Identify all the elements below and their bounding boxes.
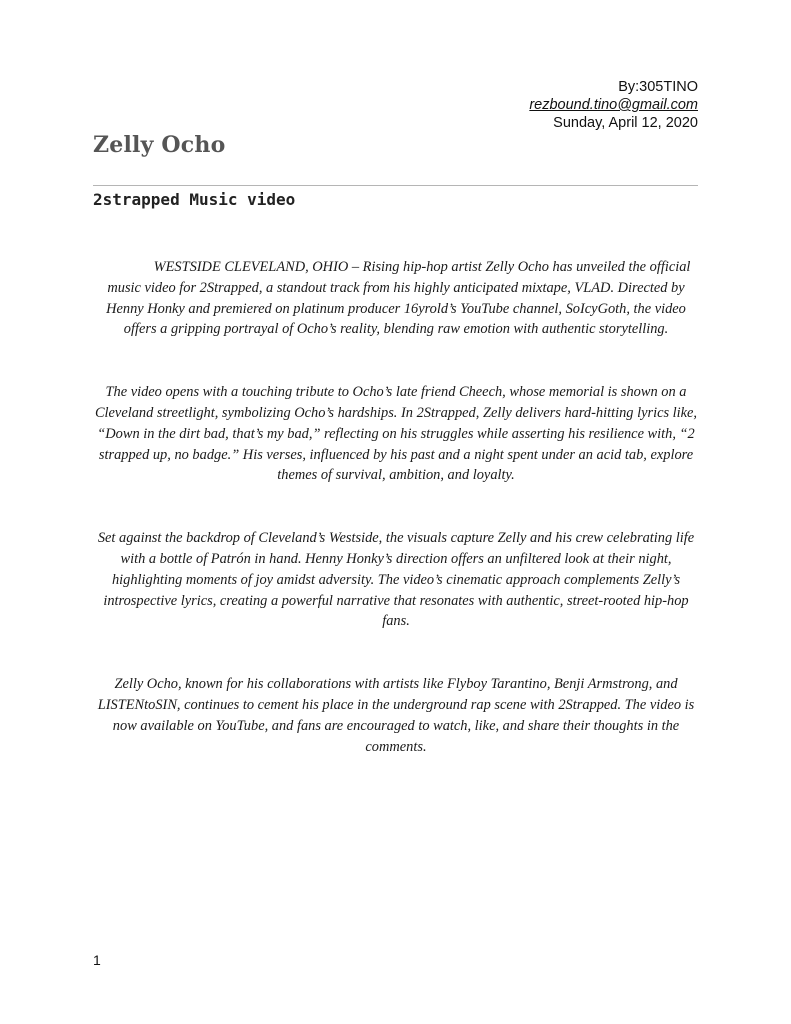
article-title: Zelly Ocho <box>93 132 226 158</box>
paragraph-3: Set against the backdrop of Cleveland’s Westside, the visuals capture Zelly and his crew celebrating life with a bottle of Patrón in hand. Henny Honky’s direction offers an unfiltered look at their night, highlighting moments of joy amidst adversity. The video’s cinematic approach complements Zelly’s introspective lyrics, creating a powerful narrative that resonates with authentic, street-rooted hip-hop fans. <box>97 530 695 630</box>
paragraph-4: Zelly Ocho, known for his collaborations with artists like Flyboy Tarantino, Benji Armstrong, and LISTENtoSIN, continues to cement his place in the underground rap scene with 2Strapped. The video is now available on YouTube, and fans are encouraged to watch, like, and share their thoughts in the comments. <box>97 676 695 755</box>
title-divider <box>93 185 698 186</box>
publish-date: Sunday, April 12, 2020 <box>553 115 698 131</box>
paragraph-2: The video opens with a touching tribute to Ocho’s late friend Cheech, whose memorial is shown on a Cleveland streetlight, symbolizing Ocho’s hardships. In 2Strapped, Zelly delivers hard-hitting lyrics like, “Down in the dirt bad, that’s my bad,” reflecting on his struggles while asserting his resilience with, “2 strapped up, no badge.” His verses, influenced by his past and a night spent under an acid tab, explore themes of survival, ambition, and loyalty. <box>94 384 698 484</box>
article-subtitle: 2strapped Music video <box>93 190 296 209</box>
page-number: 1 <box>93 952 101 968</box>
byline <box>529 78 698 132</box>
paragraph-1: WESTSIDE CLEVELAND, OHIO – Rising hip-hop artist Zelly Ocho has unveiled the official music video for 2Strapped, a standout track from his highly anticipated mixtape, VLAD. Directed by Henny Honky and premiered on platinum producer 16yrold’s YouTube channel, SoIcyGoth, the video offers a gripping portrayal of Ocho’s reality, blending raw emotion with authentic storytelling. <box>106 259 691 338</box>
author-byline: By:305TINO <box>618 79 698 95</box>
article-body <box>93 257 699 799</box>
author-email-link[interactable]: rezbound.tino@gmail.com <box>529 97 698 113</box>
